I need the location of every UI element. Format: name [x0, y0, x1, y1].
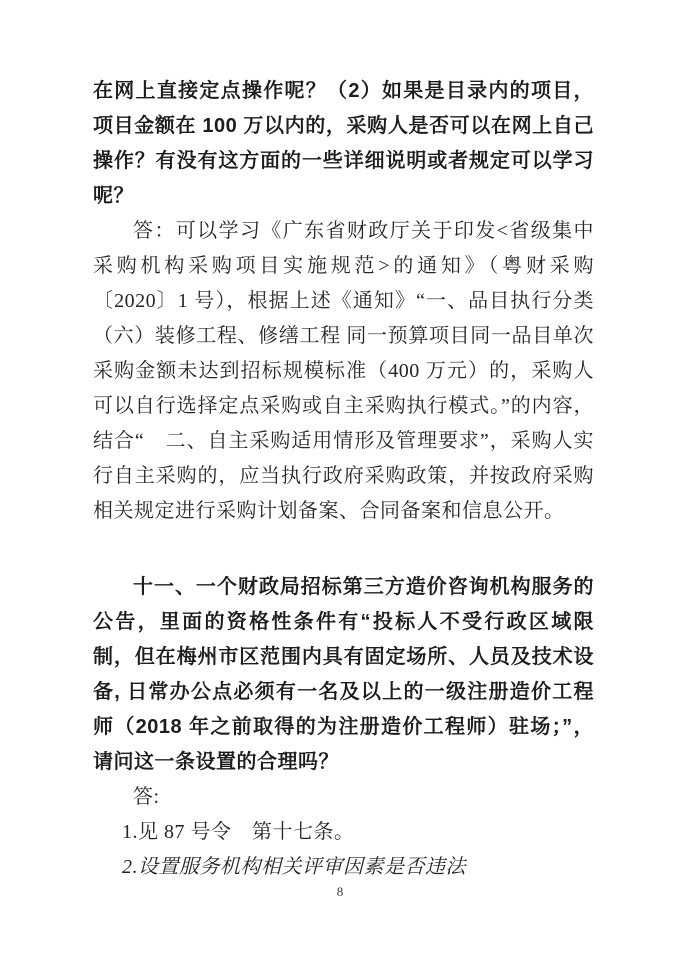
- paragraph-answer-10: 答：可以学习《广东省财政厅关于印发<省级集中采购机构采购项目实施规范>的通知》（粤财采购〔2020〕1 号），根据上述《通知》“一、品目执行分类（六）装修工程、修缮工程 同一预算项目同一品目单次采购金额未达到招标规模标准（400 万元）的，采购人可以自行选择定点采购或自主采购执行模式。”的内容，结合“ 二、自主采购适用情形及管理要求”，采购人实行自主采购的，应当执行政府采购政策，并按政府采购相关规定进行采购计划备案、合同备案和信息公开。: [93, 220, 594, 522]
- answer-11-item-2: 2.设置服务机构相关评审因素是否违法: [122, 856, 466, 878]
- page-number: 8: [336, 884, 344, 899]
- paragraph-question-11: 十一、一个财政局招标第三方造价咨询机构服务的公告，里面的资格性条件有“投标人不受行政区域限制，但在梅州市区范围内具有固定场所、人员及技术设备, 日常办公点必须有一名及以上的一级注册造价工程师（2018 年之前取得的为注册造价工程师）驻场；”，请问这一条设置的合理吗？: [93, 576, 594, 773]
- answer-11-item-1: 1.见 87 号令 第十七条。: [122, 821, 355, 843]
- answer-11-label: 答:: [133, 786, 160, 808]
- paragraph-question-10-continuation: 在网上直接定点操作呢？（2）如果是目录内的项目，项目金额在 100 万以内的，采购人是否可以在网上自己操作？有没有这方面的一些详细说明或者规定可以学习呢？: [93, 80, 594, 207]
